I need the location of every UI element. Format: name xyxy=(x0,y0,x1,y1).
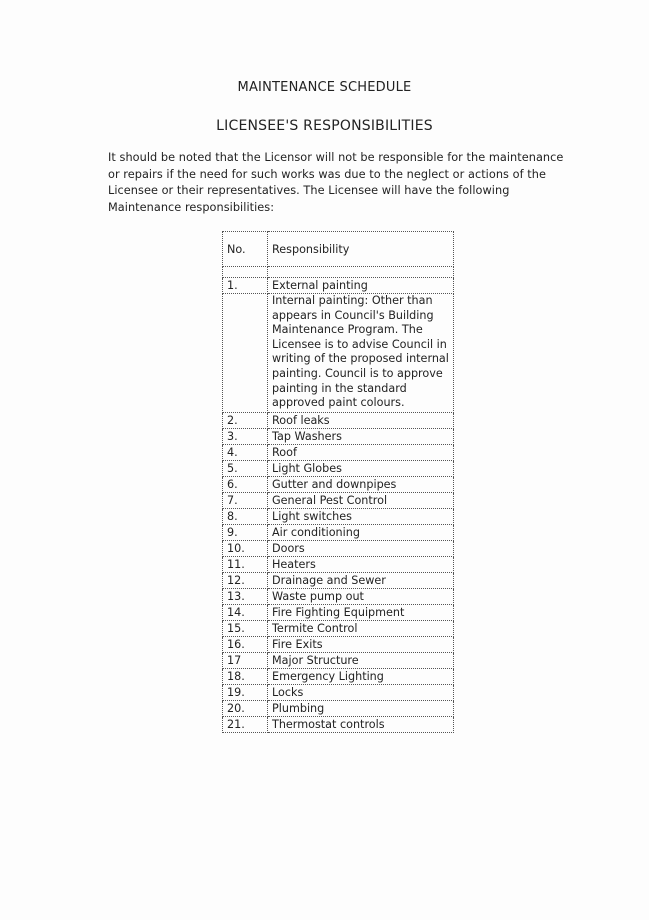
row-number: 13. xyxy=(223,588,268,604)
row-responsibility: Roof xyxy=(268,444,454,460)
row-number: 14. xyxy=(223,604,268,620)
row-number: 18. xyxy=(223,668,268,684)
table-row xyxy=(223,540,454,556)
row-number: 12. xyxy=(223,572,268,588)
row-number: 17 xyxy=(223,652,268,668)
row-responsibility: Air conditioning xyxy=(268,524,454,540)
table-spacer-row xyxy=(223,267,454,278)
row-number: 5. xyxy=(223,460,268,476)
row-responsibility: Plumbing xyxy=(268,700,454,716)
row-number: 3. xyxy=(223,428,268,444)
row-responsibility: External painting xyxy=(268,278,454,294)
row-responsibility: Termite Control xyxy=(268,620,454,636)
table-header-row xyxy=(223,232,454,267)
row-responsibility: Gutter and downpipes xyxy=(268,476,454,492)
row-number: 4. xyxy=(223,444,268,460)
row-responsibility: Fire Exits xyxy=(268,636,454,652)
row-responsibility: Heaters xyxy=(268,556,454,572)
header-no: No. xyxy=(223,232,268,267)
row-number: 2. xyxy=(223,412,268,428)
row-number: 19. xyxy=(223,684,268,700)
table-row xyxy=(223,572,454,588)
row-responsibility: Waste pump out xyxy=(268,588,454,604)
table-row xyxy=(223,524,454,540)
row-number: 20. xyxy=(223,700,268,716)
table-row xyxy=(223,604,454,620)
row-responsibility: Emergency Lighting xyxy=(268,668,454,684)
table-row xyxy=(223,428,454,444)
table-row xyxy=(223,412,454,428)
row-number: 10. xyxy=(223,540,268,556)
table-row xyxy=(223,278,454,294)
row-responsibility: Major Structure xyxy=(268,652,454,668)
table-row xyxy=(223,620,454,636)
table-row xyxy=(223,684,454,700)
table-row xyxy=(223,716,454,732)
row-number: 16. xyxy=(223,636,268,652)
header-responsibility: Responsibility xyxy=(268,232,454,267)
document-title: MAINTENANCE SCHEDULE xyxy=(237,80,412,95)
row-number: 6. xyxy=(223,476,268,492)
row-number: 8. xyxy=(223,508,268,524)
document-subtitle: LICENSEE'S RESPONSIBILITIES xyxy=(216,118,433,134)
row-number: 7. xyxy=(223,492,268,508)
row-number: 15. xyxy=(223,620,268,636)
responsibilities-table xyxy=(222,231,454,733)
table-row xyxy=(223,460,454,476)
row-responsibility: Internal painting: Other than appears in Council's Building Maintenance Program. The Licensee is to advise Council in writing of the proposed internal painting. Council is to approve painting in the standard approved paint colours. xyxy=(268,294,454,413)
row-responsibility: Roof leaks xyxy=(268,412,454,428)
row-number: 1. xyxy=(223,278,268,294)
row-responsibility: Drainage and Sewer xyxy=(268,572,454,588)
row-responsibility: Locks xyxy=(268,684,454,700)
row-responsibility: Doors xyxy=(268,540,454,556)
row-number xyxy=(223,294,268,413)
row-responsibility: Fire Fighting Equipment xyxy=(268,604,454,620)
table-row xyxy=(223,668,454,684)
row-number: 21. xyxy=(223,716,268,732)
table-row xyxy=(223,508,454,524)
table-row xyxy=(223,636,454,652)
row-responsibility: General Pest Control xyxy=(268,492,454,508)
row-number: 11. xyxy=(223,556,268,572)
table-row xyxy=(223,294,454,413)
row-responsibility: Light Globes xyxy=(268,460,454,476)
table-row xyxy=(223,444,454,460)
table-row xyxy=(223,700,454,716)
row-responsibility: Light switches xyxy=(268,508,454,524)
table-row xyxy=(223,556,454,572)
row-number: 9. xyxy=(223,524,268,540)
table-row xyxy=(223,588,454,604)
table-row xyxy=(223,476,454,492)
row-responsibility: Tap Washers xyxy=(268,428,454,444)
table-body xyxy=(223,267,454,733)
table-row xyxy=(223,492,454,508)
row-responsibility: Thermostat controls xyxy=(268,716,454,732)
intro-paragraph: It should be noted that the Licensor will not be responsible for the maintenance or repairs if the need for such works was due to the neglect or actions of the Licensee or their representatives. The Licensee will have the following Maintenance responsibilities: xyxy=(108,151,564,214)
table-row xyxy=(223,652,454,668)
